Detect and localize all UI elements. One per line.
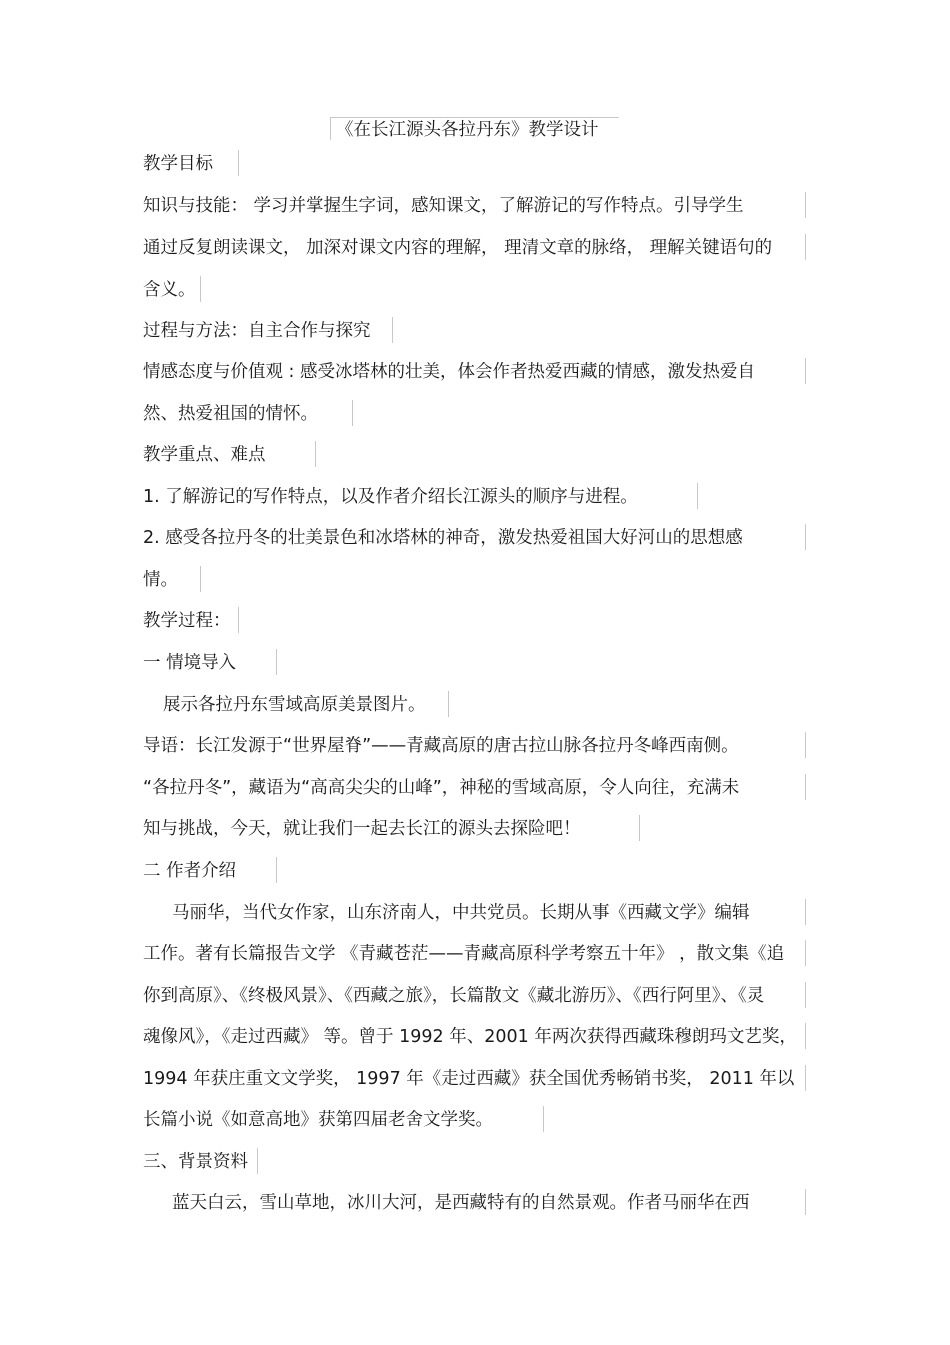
paragraph-line: 长篇小说《如意高地》获第四届老舍文学奖。 [143,1110,493,1130]
line-end-marker [543,1106,544,1132]
line-end-marker [805,899,806,925]
paragraph-line: 知与挑战，今天，就让我们一起去长江的源头去探险吧！ [143,819,581,839]
line-end-marker [200,566,201,592]
paragraph-line: 通过反复朗读课文， 加深对课文内容的理解， 理清文章的脉络， 理解关键语句的 [143,238,773,258]
heading-teaching-process: 教学过程： [143,611,231,631]
paragraph-line: 展示各拉丹东雪域高原美景图片。 [163,695,426,715]
paragraph-line: 知识与技能： 学习并掌握生字词，感知课文，了解游记的写作特点。引导学生 [143,196,744,216]
line-end-marker [257,1148,258,1174]
line-end-marker [805,234,806,260]
line-end-marker [238,150,239,176]
paragraph-line: 含义。 [143,280,196,300]
paragraph-line: 过程与方法：自主合作与探究 [143,321,371,341]
line-end-marker [448,691,449,717]
line-end-marker [805,524,806,550]
paragraph-line: 1994 年获庄重文文学奖， 1997 年《走过西藏》获全国优秀畅销书奖， 2011 年以 [143,1069,795,1089]
line-end-marker [805,1023,806,1049]
heading-teaching-goals: 教学目标 [143,154,213,174]
line-end-marker [276,857,277,883]
document-title: 《在长江源头各拉丹东》教学设计 [336,120,599,140]
paragraph-line: “各拉丹冬”，藏语为“高高尖尖的山峰”，神秘的雪域高原，令人向往，充满未 [143,778,740,798]
section-heading: 二 作者介绍 [143,861,237,881]
line-end-marker [639,815,640,841]
line-end-marker [805,732,806,758]
line-end-marker [200,276,201,302]
paragraph-line: 然、热爱祖国的情怀。 [143,404,318,424]
line-end-marker [805,192,806,218]
list-item: 2. 感受各拉丹冬的壮美景色和冰塔林的神奇，激发热爱祖国大好河山的思想感 [143,528,743,548]
paragraph-line: 情感态度与价值观 : 感受冰塔林的壮美，体会作者热爱西藏的情感，激发热爱自 [143,362,756,382]
line-end-marker [805,1065,806,1091]
paragraph-line: 工作。著有长篇报告文学 《青藏苍茫——青藏高原科学考察五十年》 ，散文集《追 [143,944,785,964]
paragraph-line: 魂像风》，《走过西藏》 等。曾于 1992 年、2001 年两次获得西藏珠穆朗玛文艺奖， [143,1027,797,1047]
line-end-marker [238,607,239,633]
paragraph-line: 情。 [143,570,178,590]
line-end-marker [392,317,393,343]
line-end-marker [805,774,806,800]
line-end-marker [805,940,806,966]
paragraph-line: 马丽华，当代女作家，山东济南人，中共党员。长期从事《西藏文学》编辑 [172,903,750,923]
section-heading: 一 情境导入 [143,653,237,673]
line-end-marker [805,982,806,1008]
line-end-marker [805,358,806,384]
paragraph-line: 蓝天白云，雪山草地，冰川大河，是西藏特有的自然景观。作者马丽华在西 [172,1193,750,1213]
line-end-marker [352,400,353,426]
line-end-marker [805,1189,806,1215]
paragraph-line: 你到高原》、《终极风景》、《西藏之旅》，长篇散文《藏北游历》、《西行阿里》、《灵 [143,986,765,1006]
section-heading: 三、背景资料 [143,1152,248,1172]
line-end-marker [315,441,316,467]
line-end-marker [276,649,277,675]
heading-key-points: 教学重点、难点 [143,445,266,465]
paragraph-line: 导语：长江发源于“世界屋脊”——青藏高原的唐古拉山脉各拉丹冬峰西南侧。 [143,736,739,756]
list-item: 1. 了解游记的写作特点，以及作者介绍长江源头的顺序与进程。 [143,487,638,507]
line-end-marker [697,483,698,509]
